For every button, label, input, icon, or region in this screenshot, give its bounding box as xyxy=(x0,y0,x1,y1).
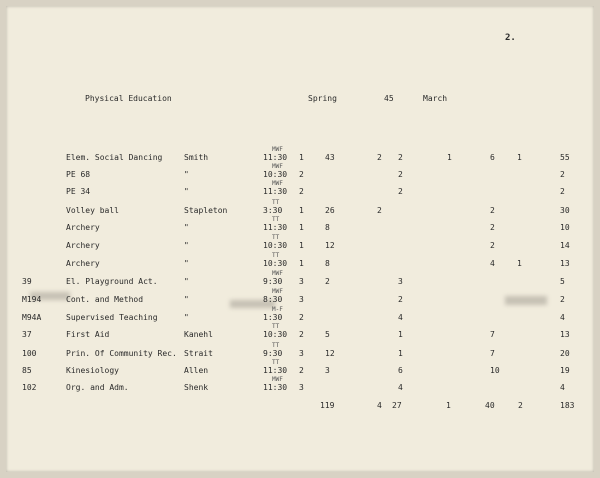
cell-instructor: " xyxy=(184,277,189,286)
cell-days: MWF xyxy=(272,146,283,153)
cell-instructor: Strait xyxy=(184,349,213,358)
cell-cr: 2 xyxy=(299,366,304,375)
total-c6: 2 xyxy=(518,401,523,410)
cell-cr: 2 xyxy=(299,330,304,339)
cell-instructor: " xyxy=(184,313,189,322)
cell-time: 8:30 xyxy=(263,295,283,304)
cell-instructor: " xyxy=(184,241,189,250)
cell-instructor: " xyxy=(184,223,189,232)
total-c5: 40 xyxy=(485,401,495,410)
cell-days: TT xyxy=(272,323,280,330)
cell-c1: 12 xyxy=(325,349,335,358)
cell-course: El. Playground Act. xyxy=(66,277,158,286)
cell-c1: 26 xyxy=(325,206,335,215)
cell-num: 85 xyxy=(22,366,32,375)
cell-cr: 3 xyxy=(299,295,304,304)
cell-instructor: " xyxy=(184,259,189,268)
cell-time: 11:30 xyxy=(263,223,288,232)
cell-total: 13 xyxy=(560,259,570,268)
cell-num: 39 xyxy=(22,277,32,286)
cell-c5: 6 xyxy=(490,153,495,162)
cell-cr: 1 xyxy=(299,153,304,162)
cell-c3: 1 xyxy=(398,349,403,358)
cell-c3: 2 xyxy=(398,187,403,196)
cell-days: TT xyxy=(272,199,280,206)
cell-time: 11:30 xyxy=(263,153,288,162)
cell-days: TT xyxy=(272,342,280,349)
cell-c3: 3 xyxy=(398,277,403,286)
cell-total: 10 xyxy=(560,223,570,232)
total-c3: 27 xyxy=(392,401,402,410)
cell-total: 13 xyxy=(560,330,570,339)
cell-days: MWF xyxy=(272,163,283,170)
cell-total: 30 xyxy=(560,206,570,215)
cell-cr: 1 xyxy=(299,223,304,232)
cell-total: 2 xyxy=(560,170,565,179)
cell-num: M94A xyxy=(22,313,42,322)
cell-time: 11:30 xyxy=(263,383,288,392)
cell-days: MWF xyxy=(272,180,283,187)
cell-total: 2 xyxy=(560,295,565,304)
scan-smudge xyxy=(505,296,547,305)
cell-course: Org. and Adm. xyxy=(66,383,129,392)
cell-num: 37 xyxy=(22,330,32,339)
cell-c5: 4 xyxy=(490,259,495,268)
cell-total: 4 xyxy=(560,313,565,322)
cell-course: Prin. Of Community Rec. xyxy=(66,349,177,358)
cell-instructor: Allen xyxy=(184,366,209,375)
cell-course: Archery xyxy=(66,259,100,268)
cell-c3: 2 xyxy=(398,170,403,179)
cell-c5: 7 xyxy=(490,330,495,339)
cell-c2: 2 xyxy=(377,153,382,162)
cell-c5: 2 xyxy=(490,223,495,232)
cell-total: 2 xyxy=(560,187,565,196)
document-page xyxy=(6,6,594,472)
cell-time: 10:30 xyxy=(263,259,288,268)
cell-course: Volley ball xyxy=(66,206,119,215)
total-c4: 1 xyxy=(446,401,451,410)
cell-num: M194 xyxy=(22,295,42,304)
cell-course: Archery xyxy=(66,241,100,250)
cell-c1: 43 xyxy=(325,153,335,162)
cell-c5: 10 xyxy=(490,366,500,375)
cell-num: 100 xyxy=(22,349,37,358)
header-year: 45 xyxy=(384,94,394,103)
cell-instructor: " xyxy=(184,187,189,196)
cell-c1: 8 xyxy=(325,223,330,232)
cell-c3: 6 xyxy=(398,366,403,375)
cell-days: TT xyxy=(272,234,280,241)
cell-c3: 1 xyxy=(398,330,403,339)
cell-c1: 3 xyxy=(325,366,330,375)
cell-course: Archery xyxy=(66,223,100,232)
total-c1: 119 xyxy=(320,401,335,410)
cell-c5: 2 xyxy=(490,241,495,250)
cell-time: 10:30 xyxy=(263,241,288,250)
cell-c5: 2 xyxy=(490,206,495,215)
cell-num: 102 xyxy=(22,383,37,392)
cell-cr: 3 xyxy=(299,277,304,286)
cell-instructor: Shenk xyxy=(184,383,209,392)
header-term: Spring xyxy=(308,94,337,103)
cell-total: 20 xyxy=(560,349,570,358)
cell-cr: 2 xyxy=(299,187,304,196)
cell-instructor: " xyxy=(184,295,189,304)
cell-time: 11:30 xyxy=(263,366,288,375)
cell-c4: 1 xyxy=(447,153,452,162)
cell-course: PE 34 xyxy=(66,187,91,196)
cell-cr: 3 xyxy=(299,349,304,358)
cell-c3: 4 xyxy=(398,313,403,322)
cell-instructor: Stapleton xyxy=(184,206,228,215)
header-department: Physical Education xyxy=(85,94,172,103)
cell-c3: 4 xyxy=(398,383,403,392)
cell-days: M-F xyxy=(272,306,283,313)
cell-c6: 1 xyxy=(517,259,522,268)
cell-time: 3:30 xyxy=(263,206,283,215)
cell-instructor: Smith xyxy=(184,153,209,162)
total-grand: 183 xyxy=(560,401,575,410)
cell-time: 9:30 xyxy=(263,349,283,358)
cell-course: First Aid xyxy=(66,330,110,339)
cell-total: 19 xyxy=(560,366,570,375)
cell-time: 9:30 xyxy=(263,277,283,286)
cell-time: 10:30 xyxy=(263,330,288,339)
header-month: March xyxy=(423,94,448,103)
cell-c1: 5 xyxy=(325,330,330,339)
cell-cr: 2 xyxy=(299,170,304,179)
cell-cr: 2 xyxy=(299,313,304,322)
cell-course: Cont. and Method xyxy=(66,295,144,304)
cell-days: TT xyxy=(272,359,280,366)
cell-total: 4 xyxy=(560,383,565,392)
cell-c6: 1 xyxy=(517,153,522,162)
cell-time: 11:30 xyxy=(263,187,288,196)
cell-total: 5 xyxy=(560,277,565,286)
cell-c3: 2 xyxy=(398,295,403,304)
cell-cr: 1 xyxy=(299,259,304,268)
cell-cr: 3 xyxy=(299,383,304,392)
cell-days: MWF xyxy=(272,376,283,383)
page-number: 2. xyxy=(505,33,516,43)
cell-cr: 1 xyxy=(299,241,304,250)
cell-c1: 12 xyxy=(325,241,335,250)
cell-days: MWF xyxy=(272,288,283,295)
cell-instructor: " xyxy=(184,170,189,179)
cell-days: MWF xyxy=(272,270,283,277)
cell-c3: 2 xyxy=(398,153,403,162)
cell-instructor: Kanehl xyxy=(184,330,213,339)
cell-days: TT xyxy=(272,252,280,259)
cell-days: TT xyxy=(272,216,280,223)
cell-course: Elem. Social Dancing xyxy=(66,153,163,162)
total-c2: 4 xyxy=(377,401,382,410)
cell-c1: 2 xyxy=(325,277,330,286)
cell-course: PE 68 xyxy=(66,170,91,179)
cell-c1: 8 xyxy=(325,259,330,268)
cell-c5: 7 xyxy=(490,349,495,358)
cell-time: 1:30 xyxy=(263,313,283,322)
cell-course: Kinesiology xyxy=(66,366,119,375)
cell-c2: 2 xyxy=(377,206,382,215)
cell-course: Supervised Teaching xyxy=(66,313,158,322)
cell-total: 14 xyxy=(560,241,570,250)
cell-total: 55 xyxy=(560,153,570,162)
cell-time: 10:30 xyxy=(263,170,288,179)
cell-cr: 1 xyxy=(299,206,304,215)
